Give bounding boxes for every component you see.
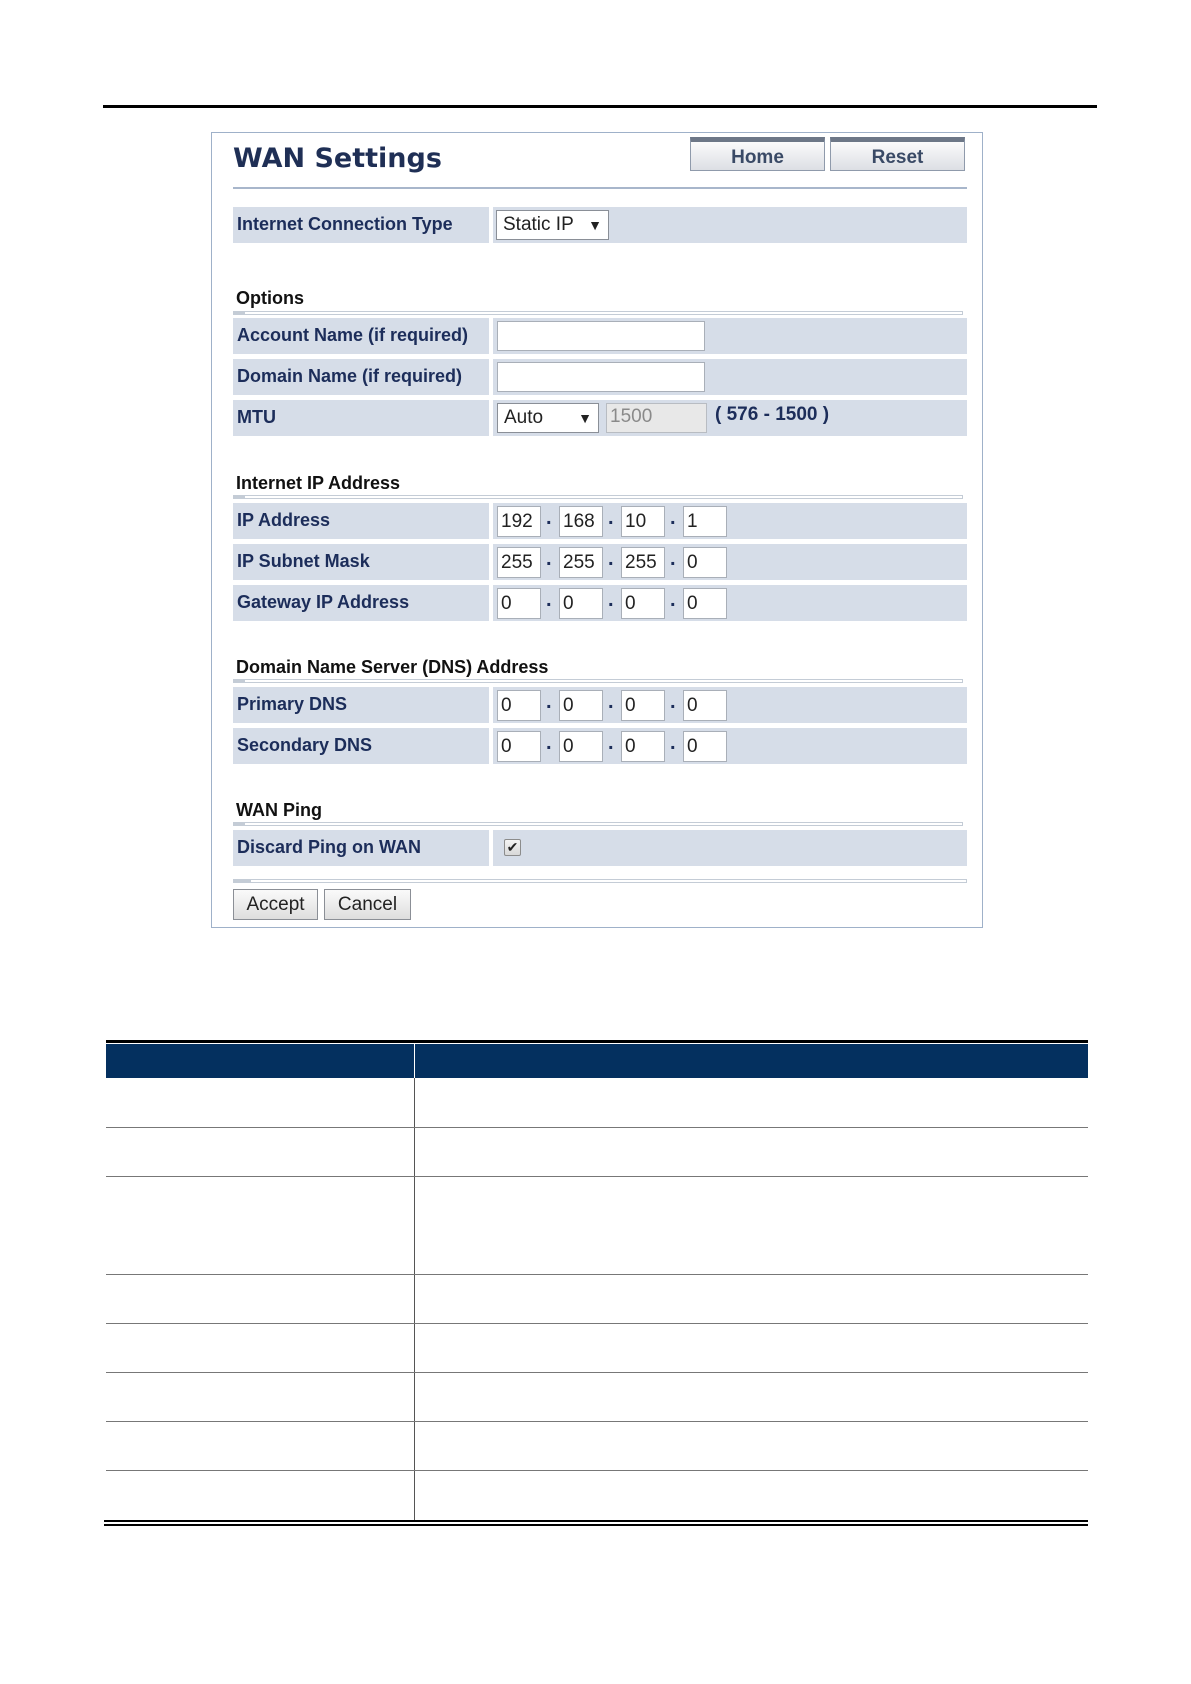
mtu-value-input: 1500 xyxy=(606,403,707,433)
subnet-mask-label: IP Subnet Mask xyxy=(233,544,489,580)
octet-separator: . xyxy=(670,691,676,713)
ip-octet-2[interactable]: 168 xyxy=(559,506,603,537)
table-header xyxy=(106,1044,1088,1078)
mtu-label: MTU xyxy=(233,400,489,436)
table-column-divider xyxy=(414,1078,415,1520)
mask-octet-4[interactable]: 0 xyxy=(683,547,727,578)
subnet-mask-cell xyxy=(493,544,967,580)
table-row-divider xyxy=(106,1274,1088,1275)
mask-octet-3[interactable]: 255 xyxy=(621,547,665,578)
octet-separator: . xyxy=(670,548,676,570)
section-wan-ping: WAN Ping xyxy=(236,800,322,820)
ip-address-row xyxy=(233,503,967,539)
section-dns: Domain Name Server (DNS) Address xyxy=(236,657,549,677)
page-title: WAN Settings xyxy=(233,143,442,174)
secondary-dns-cell xyxy=(493,728,967,764)
mtu-row xyxy=(233,400,967,436)
mask-octet-1[interactable]: 255 xyxy=(497,547,541,578)
table-row-divider xyxy=(106,1176,1088,1177)
section-divider xyxy=(233,822,963,826)
octet-separator: . xyxy=(546,589,552,611)
gateway-row xyxy=(233,585,967,621)
primary-dns-octet-3[interactable]: 0 xyxy=(621,690,665,721)
home-button[interactable]: Home xyxy=(690,137,825,171)
octet-separator: . xyxy=(546,691,552,713)
discard-ping-row xyxy=(233,830,967,866)
mask-octet-2[interactable]: 255 xyxy=(559,547,603,578)
section-divider xyxy=(233,679,963,683)
gateway-octet-2[interactable]: 0 xyxy=(559,588,603,619)
reset-button[interactable]: Reset xyxy=(830,137,965,171)
ip-address-label: IP Address xyxy=(233,503,489,539)
gateway-cell xyxy=(493,585,967,621)
account-name-row xyxy=(233,318,967,354)
account-name-cell xyxy=(493,318,967,354)
ip-octet-4[interactable]: 1 xyxy=(683,506,727,537)
octet-separator: . xyxy=(608,507,614,529)
footer-divider xyxy=(233,879,967,883)
accept-button[interactable]: Accept xyxy=(233,889,318,920)
section-options: Options xyxy=(236,288,304,308)
octet-separator: . xyxy=(546,507,552,529)
gateway-octet-1[interactable]: 0 xyxy=(497,588,541,619)
ip-octet-3[interactable]: 10 xyxy=(621,506,665,537)
title-divider xyxy=(233,187,967,189)
octet-separator: . xyxy=(608,732,614,754)
gateway-label: Gateway IP Address xyxy=(233,585,489,621)
octet-separator: . xyxy=(608,589,614,611)
octet-separator: . xyxy=(608,548,614,570)
primary-dns-label: Primary DNS xyxy=(233,687,489,723)
octet-separator: . xyxy=(608,691,614,713)
table-bottom-rule xyxy=(104,1524,1088,1526)
table-row-divider xyxy=(106,1421,1088,1422)
secondary-dns-octet-3[interactable]: 0 xyxy=(621,731,665,762)
octet-separator: . xyxy=(546,732,552,754)
table-row-divider xyxy=(106,1372,1088,1373)
domain-name-cell xyxy=(493,359,967,395)
gateway-octet-3[interactable]: 0 xyxy=(621,588,665,619)
octet-separator: . xyxy=(670,732,676,754)
ip-address-cell xyxy=(493,503,967,539)
section-divider xyxy=(233,311,963,315)
octet-separator: . xyxy=(670,589,676,611)
subnet-mask-row xyxy=(233,544,967,580)
account-name-label: Account Name (if required) xyxy=(233,318,489,354)
table-row-divider xyxy=(106,1323,1088,1324)
table-row-divider xyxy=(106,1470,1088,1471)
connection-type-row xyxy=(233,207,967,243)
section-internet-ip: Internet IP Address xyxy=(236,473,401,493)
account-name-input[interactable] xyxy=(497,321,705,351)
domain-name-input[interactable] xyxy=(497,362,705,392)
table-header-divider xyxy=(414,1044,415,1078)
connection-type-value: Static IP xyxy=(503,214,574,235)
page-top-rule xyxy=(103,105,1097,108)
gateway-octet-4[interactable]: 0 xyxy=(683,588,727,619)
table-top-rule xyxy=(106,1040,1088,1043)
connection-type-label: Internet Connection Type xyxy=(233,207,489,243)
dropdown-arrow-icon: ▼ xyxy=(588,217,602,233)
primary-dns-octet-4[interactable]: 0 xyxy=(683,690,727,721)
primary-dns-octet-2[interactable]: 0 xyxy=(559,690,603,721)
table-row-divider xyxy=(106,1127,1088,1128)
octet-separator: . xyxy=(546,548,552,570)
connection-type-cell xyxy=(493,207,967,243)
octet-separator: . xyxy=(670,507,676,529)
domain-name-label: Domain Name (if required) xyxy=(233,359,489,395)
section-divider xyxy=(233,495,963,499)
ip-octet-1[interactable]: 192 xyxy=(497,506,541,537)
secondary-dns-label: Secondary DNS xyxy=(233,728,489,764)
primary-dns-row xyxy=(233,687,967,723)
dropdown-arrow-icon: ▼ xyxy=(578,410,592,426)
discard-ping-checkbox[interactable]: ✔ xyxy=(504,839,521,856)
connection-type-select[interactable] xyxy=(496,210,609,240)
wan-settings-panel xyxy=(211,132,983,928)
primary-dns-cell xyxy=(493,687,967,723)
secondary-dns-octet-1[interactable]: 0 xyxy=(497,731,541,762)
mtu-range-hint: ( 576 - 1500 ) xyxy=(715,404,830,425)
cancel-button[interactable]: Cancel xyxy=(324,889,411,920)
secondary-dns-octet-4[interactable]: 0 xyxy=(683,731,727,762)
mtu-mode-select[interactable] xyxy=(497,403,599,433)
primary-dns-octet-1[interactable]: 0 xyxy=(497,690,541,721)
secondary-dns-octet-2[interactable]: 0 xyxy=(559,731,603,762)
domain-name-row xyxy=(233,359,967,395)
discard-ping-label: Discard Ping on WAN xyxy=(233,830,489,866)
mtu-cell xyxy=(493,400,967,436)
discard-ping-cell xyxy=(493,830,967,866)
mtu-mode-value: Auto xyxy=(504,407,544,428)
table-bottom-rule xyxy=(104,1520,1088,1522)
secondary-dns-row xyxy=(233,728,967,764)
